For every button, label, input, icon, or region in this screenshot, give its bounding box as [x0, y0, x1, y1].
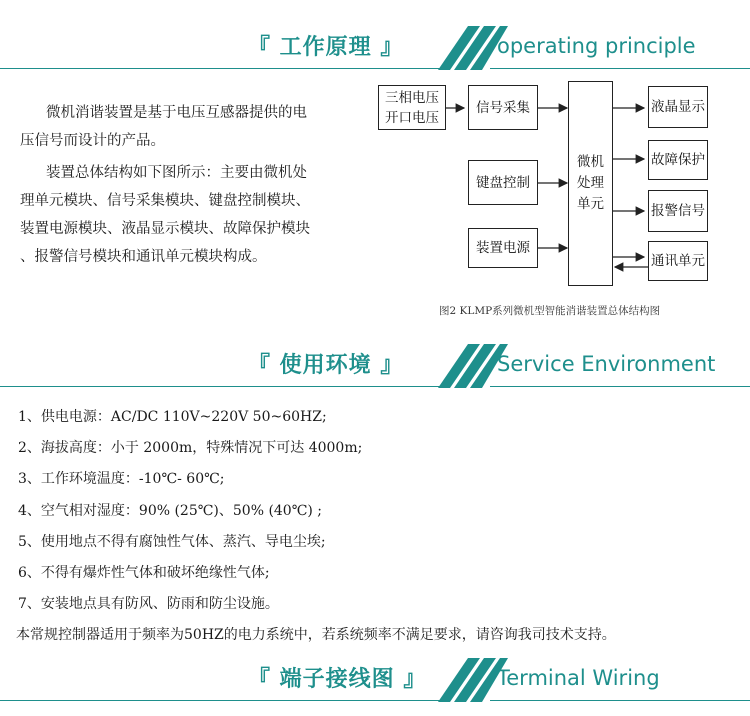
- section-subtitle: Terminal Wiring: [497, 666, 660, 690]
- section-header-wiring: [0, 656, 750, 708]
- out4-label: 通讯单元: [651, 253, 705, 269]
- cpu-line3: 单元: [577, 196, 604, 212]
- header-rule-right: [490, 68, 750, 69]
- section-title: 『 使用环境 』: [248, 353, 404, 378]
- header-rule: [0, 68, 440, 69]
- fault-protection-box: [648, 140, 708, 180]
- list-item: 7、安装地点具有防风、防雨和防尘设施。: [18, 596, 279, 613]
- header-rule-right: [490, 386, 750, 387]
- principle-para1-line2: 压信号而设计的产品。: [20, 133, 165, 149]
- section-subtitle: operating principle: [497, 34, 696, 58]
- signal-acquisition-box: [468, 85, 538, 130]
- structure-diagram: [378, 78, 718, 293]
- power-supply-box: [468, 228, 538, 268]
- power-label: 装置电源: [476, 240, 530, 256]
- list-item: 5、使用地点不得有腐蚀性气体、蒸汽、导电尘埃;: [18, 533, 326, 550]
- principle-para1-line1: 微机消谐装置是基于电压互感器提供的电: [46, 105, 307, 121]
- cpu-unit-box: [568, 81, 613, 286]
- signal-label: 信号采集: [476, 99, 530, 116]
- principle-para2-line2: 理单元模块、信号采集模块、键盘控制模块、: [20, 193, 310, 209]
- environment-list: [18, 402, 616, 652]
- input-line1: 三相电压: [385, 89, 439, 106]
- out3-label: 报警信号: [651, 203, 705, 219]
- principle-para2-line4: 、报警信号模块和通讯单元模块构成。: [20, 249, 267, 265]
- section-title: 『 工作原理 』: [248, 35, 404, 60]
- principle-para2-line1: 装置总体结构如下图所示：主要由微机处: [46, 165, 307, 181]
- section-subtitle: Service Environment: [497, 352, 716, 376]
- keyboard-label: 键盘控制: [476, 174, 530, 191]
- communication-box: [648, 241, 708, 281]
- section-header-principle: [0, 24, 750, 76]
- list-item: 2、海拔高度：小于 2000m，特殊情况下可达 4000m;: [18, 440, 363, 457]
- environment-note: 本常规控制器适用于频率为50HZ的电力系统中，若系统频率不满足要求，请咨询我司技术支持。: [16, 627, 616, 644]
- section-header-environment: [0, 342, 750, 394]
- diagram-caption: 图2 KLMP系列微机型智能消谐装置总体结构图: [439, 305, 661, 317]
- input-voltage-box: [378, 85, 446, 130]
- cpu-line1: 微机: [577, 154, 604, 170]
- header-rule: [0, 386, 440, 387]
- cpu-line2: 处理: [577, 175, 604, 191]
- list-item: 4、空气相对湿度：90% (25℃)、50% (40℃) ;: [18, 502, 323, 519]
- alarm-signal-box: [648, 190, 708, 232]
- list-item: 6、不得有爆炸性气体和破坏绝缘性气体;: [18, 565, 270, 582]
- lcd-display-box: [648, 86, 708, 128]
- list-item: 1、供电电源：AC/DC 110V~220V 50~60HZ;: [18, 409, 327, 425]
- principle-para2-line3: 装置电源模块、液晶显示模块、故障保护模块: [20, 221, 310, 237]
- out2-label: 故障保护: [651, 152, 705, 168]
- input-line2: 开口电压: [385, 109, 439, 126]
- out1-label: 液晶显示: [651, 99, 705, 115]
- header-rule: [0, 700, 440, 701]
- header-rule-right: [490, 700, 750, 701]
- section-title: 『 端子接线图 』: [248, 667, 427, 692]
- keyboard-control-box: [468, 160, 538, 205]
- list-item: 3、工作环境温度：-10℃- 60℃;: [18, 471, 225, 488]
